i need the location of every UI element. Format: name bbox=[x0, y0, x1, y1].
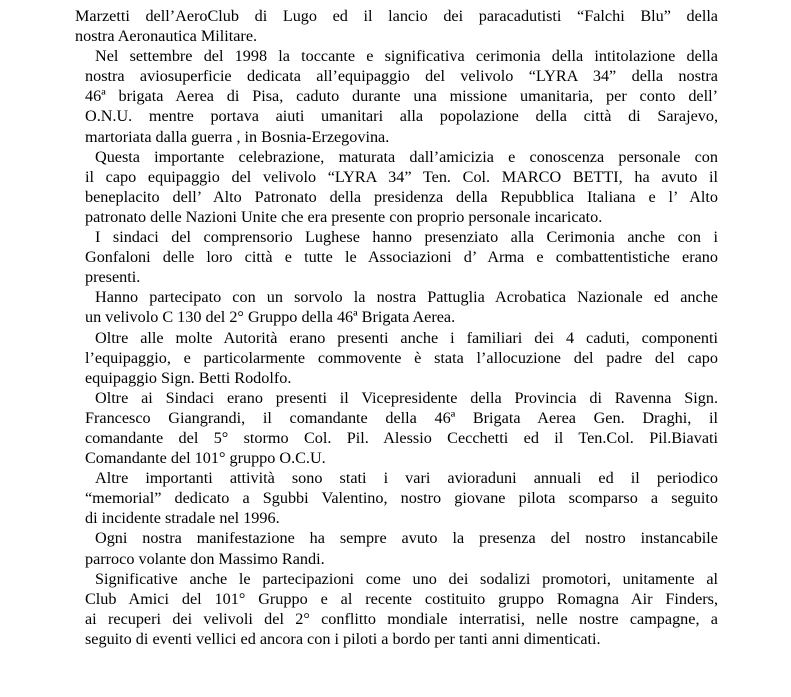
text-line: ai recuperi dei velivoli del 2° conflitto mondiale interratisi, nelle nostre campagne, a bbox=[85, 609, 718, 628]
text-line: di incidente stradale nel 1996. bbox=[85, 509, 280, 528]
text-line: Altre importanti attività sono stati i vari avioraduni annuali ed il periodico bbox=[95, 469, 718, 488]
text-line: Questa importante celebrazione, maturata dall’amicizia e conoscenza personale con bbox=[95, 147, 718, 166]
text-line: il capo equipaggio del velivolo “LYRA 34” Ten. Col. MARCO BETTI, ha avuto il bbox=[85, 167, 718, 186]
paragraph bbox=[75, 328, 718, 388]
text-line: Significative anche le partecipazioni come uno dei sodalizi promotori, unitamente al bbox=[95, 569, 718, 588]
paragraph bbox=[75, 147, 718, 227]
paragraph bbox=[75, 287, 718, 327]
text-line: nostra aviosuperficie dedicata all’equipaggio del velivolo “LYRA 34” della nostra bbox=[85, 67, 718, 86]
text-line: patronato delle Nazioni Unite che era presente con proprio personale incaricato. bbox=[85, 207, 603, 226]
text-line: Club Amici del 101° Gruppo e al recente costituito gruppo Romagna Air Finders, bbox=[85, 589, 718, 608]
text-line: martoriata dalla guerra , in Bosnia-Erzegovina. bbox=[85, 127, 390, 146]
text-line: Comandante del 101° gruppo O.C.U. bbox=[85, 449, 326, 468]
text-line: beneplacito dell’ Alto Patronato della presidenza della Repubblica Italiana e l’ Alto bbox=[85, 187, 718, 206]
text-line: l’equipaggio, e particolarmente commovente è stata l’allocuzione del padre del capo bbox=[85, 348, 718, 367]
paragraph bbox=[75, 468, 718, 528]
text-line: O.N.U. mentre portava aiuti umanitari alla popolazione della città di Sarajevo, bbox=[85, 107, 718, 126]
text-line: Nel settembre del 1998 la toccante e significativa cerimonia della intitolazione della bbox=[95, 47, 718, 66]
paragraph bbox=[75, 6, 718, 46]
document-text bbox=[75, 6, 718, 649]
text-line: Ogni nostra manifestazione ha sempre avuto la presenza del nostro instancabile bbox=[95, 529, 718, 548]
text-line: 46ª brigata Aerea di Pisa, caduto durante una missione umanitaria, per conto dell’ bbox=[85, 87, 718, 106]
text-line: comandante del 5° stormo Col. Pil. Alessio Cecchetti ed il Ten.Col. Pil.Biavati bbox=[85, 428, 718, 447]
text-line: Hanno partecipato con un sorvolo la nostra Pattuglia Acrobatica Nazionale ed anche bbox=[95, 288, 718, 307]
text-line: Oltre alle molte Autorità erano presenti anche i familiari dei 4 caduti, componenti bbox=[95, 328, 718, 347]
text-line: Francesco Giangrandi, il comandante della 46ª Brigata Aerea Gen. Draghi, il bbox=[85, 408, 718, 427]
text-line: equipaggio Sign. Betti Rodolfo. bbox=[85, 368, 292, 387]
text-line: I sindaci del comprensorio Lughese hanno presenziato alla Cerimonia anche con i bbox=[95, 228, 718, 247]
text-line: “memorial” dedicato a Sgubbi Valentino, nostro giovane pilota scomparso a seguito bbox=[85, 489, 718, 508]
paragraph bbox=[75, 46, 718, 146]
text-line: seguito di eventi vellici ed ancora con i piloti a bordo per tanti anni dimenticati. bbox=[85, 629, 601, 648]
text-line: Gonfaloni delle loro città e tutte le Associazioni d’ Arma e combattentistiche erano bbox=[85, 248, 718, 267]
paragraph bbox=[75, 569, 718, 649]
paragraph bbox=[75, 388, 718, 468]
text-line: Oltre ai Sindaci erano presenti il Vicepresidente della Provincia di Ravenna Sign. bbox=[95, 388, 718, 407]
paragraph bbox=[75, 227, 718, 287]
text-line: un velivolo C 130 del 2° Gruppo della 46ª Brigata Aerea. bbox=[85, 308, 456, 327]
text-line: presenti. bbox=[85, 268, 141, 287]
text-line: parroco volante don Massimo Randi. bbox=[85, 549, 325, 568]
text-line: nostra Aeronautica Militare. bbox=[75, 27, 258, 46]
paragraph bbox=[75, 528, 718, 568]
text-line: Marzetti dell’AeroClub di Lugo ed il lancio dei paracadutisti “Falchi Blu” della bbox=[75, 7, 718, 25]
